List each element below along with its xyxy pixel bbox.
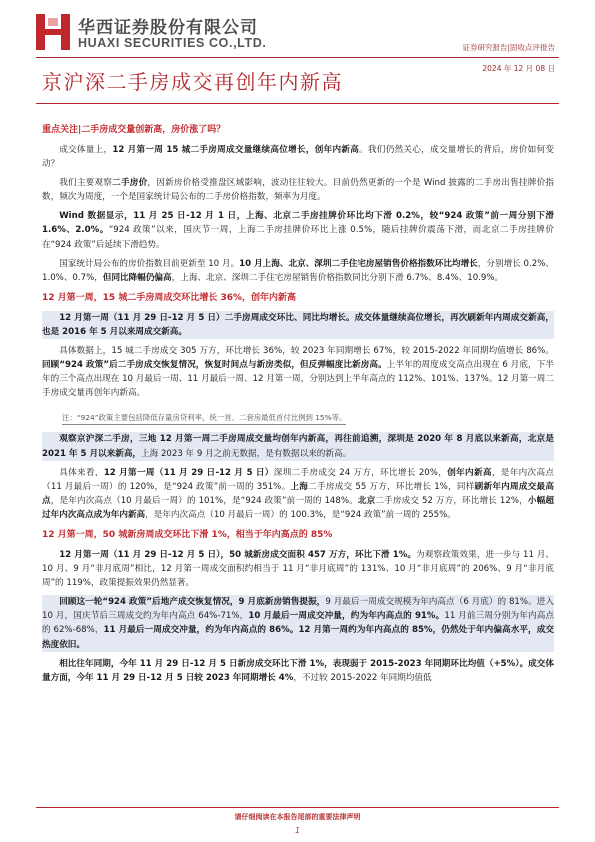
paragraph: [42, 257, 554, 285]
text: ，不过较 2015-2022 年同期均值低: [293, 672, 432, 683]
bold-text: 北京: [357, 495, 376, 506]
policy-note: 注：“924”政策主要包括降低存量房贷利率，统一首、二套房最低首付比例到 15%等。: [62, 412, 346, 425]
bold-text: 11 月最后一周成交冲量，约为年内高点的 86%。12 月第一周约为年内高点的 85%，仍然处于年内偏高水平，成交热度依旧。: [42, 625, 554, 650]
bold-text: 12 月第一周（11 月 29 日-12 月 5 日），50 城新房成交面积 457 万方，环比下滑 1%。: [59, 549, 417, 560]
bold-text: 相比往年同期，今年 11 月 29 日-12 月 5 日新房成交环比下滑 1%，表现弱于 2015-2023 年同期环比均值（+5%）。成交体量方面，今年 11 月 29 日-12 月 5 日较 2023 年同期增长 4%: [42, 658, 554, 683]
report-title: 京沪深二手房成交再创年内新高: [42, 70, 343, 94]
text: 二手房成交 55 万方，环比增长 1%，同样: [308, 481, 475, 492]
text: 上海 2023 年 9 月之前无数据，是有数据以来的新高。: [141, 448, 352, 459]
text: 具体数据上，15 城二手房成交 305 万方，环比增长 36%，较 2023 年同期增长 67%，较 2015-2022 年同期均值增长 86%。: [59, 346, 554, 357]
paragraph: [42, 143, 554, 171]
bold-text: 二手房价: [112, 178, 148, 189]
company-name-cn: 华西证券股份有限公司: [78, 18, 258, 38]
paragraph: [42, 209, 554, 251]
bold-text: 回顾“924 政策”后二手房成交恢复情况，恢复时间点与新房类似，但反弹幅度比新房高。: [42, 360, 387, 371]
bold-text: 12 月第一周（11 月 29 日-12 月 5 日）二手房周成交环比、同比均增长。成交体量继续高位增长，再次刷新年内周成交新高，也是 2016 年 5 月以来周成交新高。: [42, 312, 554, 337]
text: 上半年的周度成交高点出现在 6 月底，下半年的三个高点出现在 10 月最后一周、11 月最后一周、12 月第一周，分别达到上半年高点的 112%、101%、137%。12 月第一周二手房成交量再创年内新高。: [42, 360, 554, 399]
footer-divider: [36, 807, 559, 808]
text: 我们主要观察: [59, 178, 113, 189]
report-type: 证券研究报告|固收点评报告: [462, 43, 555, 52]
company-name-en: HUAXI SECURITIES CO.,LTD.: [78, 36, 267, 50]
section-heading: 12 月第一周，15 城二手房周成交环比增长 36%，创年内新高: [42, 292, 296, 303]
text: 9 月最后一周成交规模为年内高点（6 月底）的 81%。进入 10 月，国庆节后三周成交约为年内高点 64%-71%，: [42, 597, 554, 622]
huaxi-logo-icon: [36, 14, 70, 50]
title-divider: [36, 103, 559, 104]
bold-text: 刷新年内周成交最高点: [42, 481, 554, 506]
bold-text: 10 月最后一周成交冲量，约为年内高点的 91%。: [248, 611, 445, 622]
bold-text: 小幅超过年内次高点成为年内新高: [42, 495, 554, 520]
text: 11 月前三周分别为年内高点的 62%-68%，: [42, 611, 554, 636]
text: 国家统计局公布的房价指数目前更新至 10 月。: [59, 258, 240, 269]
highlighted-paragraph: [42, 432, 554, 460]
paragraph: [42, 466, 554, 522]
bold-text: 12 月第一周（11 月 29 日-12 月 5 日）: [103, 467, 274, 478]
text: ，分别增长 0.2%、1.0%、0.7%，: [42, 258, 554, 283]
text: 。我们仍然关心，成交量增长的背后，房价如何变动？: [42, 145, 554, 170]
text: ，因新房价格受推盘区域影响，波动往往较大。目前仍然更新的一个是 Wind 披露的二手房出售挂牌价指数，频次为周度，一个是国家统计局公布的二手房价格指数，频率为月度。: [42, 178, 554, 203]
text: 成交体量上，: [59, 145, 113, 155]
report-body: [42, 117, 554, 803]
text: ，是年内次高点（10 月最后一周）的 101%，是“924 政策”前一周的 148%。: [50, 495, 358, 506]
paragraph: [42, 657, 554, 685]
bold-text: 但同比降幅仍偏高: [102, 272, 172, 283]
section-heading: 12 月第一周，50 城新房周成交环比下滑 1%，相当于年内高点的 85%: [42, 529, 333, 540]
header-divider: [36, 57, 559, 58]
section-heading: 重点关注|二手房成交量创新高，房价涨了吗？: [42, 125, 226, 135]
legal-disclaimer: 请仔细阅读在本报告尾部的重要法律声明: [234, 813, 361, 821]
bold-text: 观察京沪深二手房，三地 12 月第一周二手房周成交量均创年内新高，再往前追溯，深圳是 2020 年 8 月底以来新高，北京是 2021 年 5 月以来新高，: [42, 434, 554, 459]
bold-text: 10 月上海、北京、深圳二手住宅房屋销售价格指数环比均增长: [239, 258, 478, 269]
paragraph: [42, 344, 554, 400]
text: ，是年内次高点（11 月最后一周）的 120%，是“924 政策”前一周的 351%。: [42, 467, 554, 492]
text: ，是年内次高点（10 月最后一周）的 100.3%，是“924 政策”前一周的 255%。: [145, 509, 456, 520]
page-number: 1: [295, 826, 300, 835]
bold-text: 回顾这一轮“924 政策”后地产成交恢复情况，9 月底新房销售提振，: [59, 597, 326, 608]
bold-text: 创年内新高: [447, 467, 492, 478]
text: “924 政策”以来，国庆节一周，上海二手房挂牌价环比上涨 0.5%，随后挂牌价震荡下滑，而北京二手房挂牌价在“924 政策”后延续下滑趋势。: [42, 225, 554, 250]
text: 二手房成交 52 万方，环比增长 12%，: [375, 495, 528, 506]
text: 为观察政策效果，进一步与 11 月、10 月、9 月“非月底周”相比，12 月第一周成交面积约相当于 11 月“非月底周”的 131%、10 月“非月底周”的 206%、9 月“非月底周”的 119%，政策提振效果仍然显著。: [42, 549, 554, 589]
bold-text: 上海: [290, 481, 309, 492]
text: ，上海、北京、深圳二手住宅房屋销售价格指数同比分别下滑 6.7%、8.4%、10.9%。: [171, 272, 504, 283]
text: 具体来看，: [59, 467, 104, 478]
paragraph: [42, 548, 554, 590]
text: 深圳二手房成交 24 万方，环比增长 20%，: [273, 467, 448, 478]
highlighted-paragraph: [42, 311, 554, 339]
paragraph: [42, 176, 554, 204]
highlighted-paragraph: [42, 595, 554, 651]
bold-text: 12 月第一周 15 城二手房周成交量继续高位增长，创年内新高: [112, 145, 360, 155]
report-date: 2024 年 12 月 08 日: [482, 64, 555, 73]
bold-text: Wind 数据显示，11 月 25 日-12 月 1 日，上海、北京二手房挂牌价环比均下滑 0.2%，较“924 政策”前一周分别下滑 1.6%、2.0%。: [42, 211, 554, 236]
